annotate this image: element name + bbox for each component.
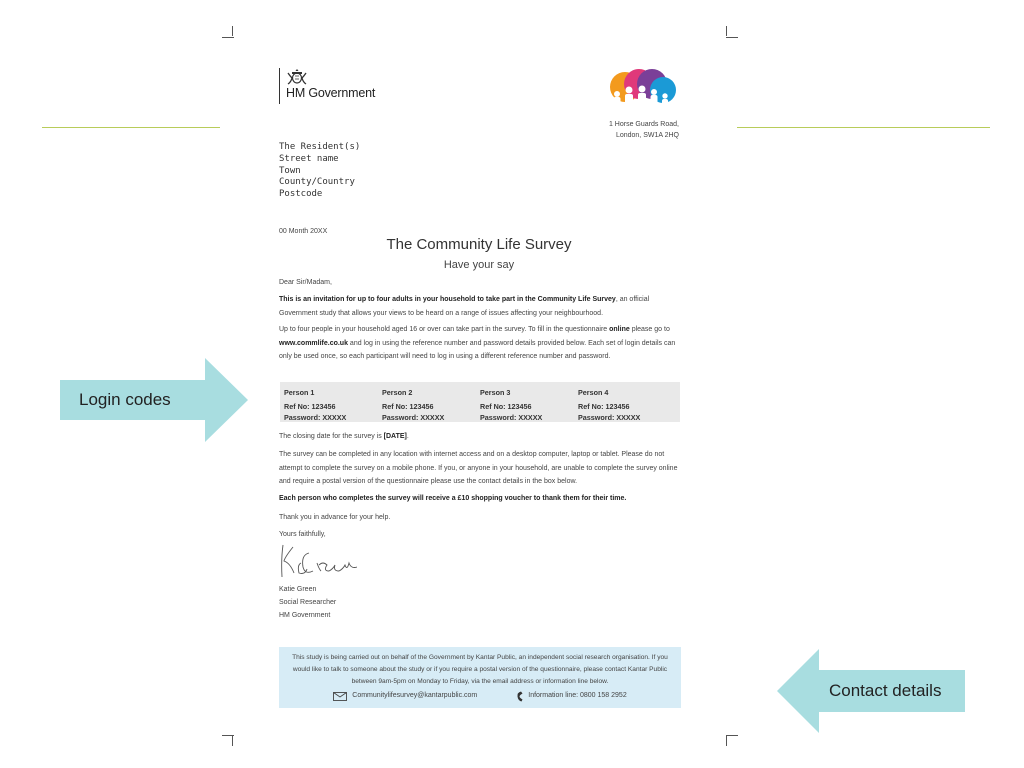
crop-mark-top-right xyxy=(726,28,738,38)
recipient-address xyxy=(279,142,360,201)
sender-org: HM Government xyxy=(286,86,376,100)
crop-mark-top-left xyxy=(222,28,234,38)
instructions-text: and log in using the reference number and password details provided below. Each set of login details can only be used once, so each participant will need to log in using a different reference number and password. xyxy=(279,339,676,360)
instructions-paragraph xyxy=(279,323,685,364)
contact-email-address: Communitylifesurvey@kantarpublic.com xyxy=(352,692,478,699)
person-label: Person 4 xyxy=(578,388,609,397)
hm-government-logo xyxy=(279,68,375,104)
closing-date xyxy=(279,430,685,444)
royal-crest-icon xyxy=(286,68,308,85)
password: Password: XXXXX xyxy=(578,413,641,422)
recipient-line: County/Country xyxy=(279,177,355,188)
phone-icon xyxy=(517,691,523,702)
ref-number: Ref No: 123456 xyxy=(284,401,336,411)
recipient-line: Town xyxy=(279,165,301,176)
ref-number: Ref No: 123456 xyxy=(382,401,434,411)
thanks-line: Thank you in advance for your help. xyxy=(279,514,391,521)
ref-number: Ref No: 123456 xyxy=(578,401,630,411)
recipient-line: Street name xyxy=(279,153,339,164)
password: Password: XXXXX xyxy=(284,413,347,422)
crop-mark-bottom-right xyxy=(726,735,738,745)
online-emphasis: online xyxy=(609,326,630,333)
voucher-paragraph xyxy=(279,492,685,506)
login-code-person-1 xyxy=(284,387,382,422)
recipient-line: The Resident(s) xyxy=(279,142,361,152)
login-code-person-2 xyxy=(382,387,480,422)
voucher-text: Each person who completes the survey will receive a £10 shopping voucher to thank them for their time. xyxy=(279,495,627,502)
contact-phone-number: Information line: 0800 158 2952 xyxy=(528,692,627,699)
sender-address xyxy=(609,119,679,141)
contact-info-text: This study is being carried out on behalf of the Government by Kantar Public, an independent social research organisation. If you would like to talk to someone about the study or if you require a postal version of the questionnaire, please contact Kantar Public between 9am-5pm on Monday to Friday, via the email address or information line below. xyxy=(292,654,668,685)
instructions-text: please go to xyxy=(629,326,670,333)
person-label: Person 3 xyxy=(480,388,511,397)
signoff-line: Yours faithfully, xyxy=(279,531,326,538)
closing-date-value: [DATE] xyxy=(383,433,407,440)
password: Password: XXXXX xyxy=(382,413,445,422)
crop-mark-bottom-left xyxy=(222,735,234,745)
guide-line-right xyxy=(737,127,990,128)
person-label: Person 1 xyxy=(284,388,315,397)
sender-address-line: London, SW1A 2HQ xyxy=(615,132,679,139)
letter-title: The Community Life Survey xyxy=(386,236,572,253)
login-code-person-3 xyxy=(480,387,578,422)
intro-bold: This is an invitation for up to four adults in your household to take part in the Community Life Survey xyxy=(279,296,616,303)
login-codes-callout-label: Login codes xyxy=(79,390,171,409)
signer-block xyxy=(279,583,336,623)
contact-details-callout-label: Contact details xyxy=(829,681,942,700)
instructions-text: Up to four people in your household aged 16 or over can take part in the survey. To fill in the questionnaire xyxy=(279,326,610,333)
password: Password: XXXXX xyxy=(480,413,543,422)
closing-date-prefix: The closing date for the survey is xyxy=(279,433,384,440)
handwritten-signature xyxy=(279,543,357,579)
signer-name: Katie Green xyxy=(279,586,317,593)
letter-date: 00 Month 20XX xyxy=(279,228,328,235)
intro-rest: , an official Government study that allows your views to be heard on a range of issues affecting your neighbourhood. xyxy=(279,296,650,317)
salutation: Dear Sir/Madam, xyxy=(279,279,332,286)
contact-email[interactable] xyxy=(333,690,477,702)
login-codes-table xyxy=(280,382,680,422)
signer-role: Social Researcher xyxy=(279,599,337,607)
survey-letter xyxy=(279,60,681,710)
sender-address-line: 1 Horse Guards Road, xyxy=(608,121,679,128)
contact-details-box xyxy=(279,647,681,708)
community-life-logo xyxy=(602,67,680,109)
guide-line-left xyxy=(42,127,220,128)
signer-org: HM Government xyxy=(279,612,331,620)
survey-url[interactable]: www.commlife.co.uk xyxy=(279,339,348,347)
login-code-person-4 xyxy=(578,387,676,422)
recipient-line: Postcode xyxy=(279,189,323,200)
closing-date-suffix: . xyxy=(406,433,409,440)
letter-subtitle: Have your say xyxy=(443,259,515,271)
contact-phone[interactable] xyxy=(517,690,626,702)
envelope-icon xyxy=(333,692,347,701)
ref-number: Ref No: 123456 xyxy=(480,401,532,411)
intro-paragraph xyxy=(279,293,685,320)
completion-paragraph: The survey can be completed in any location with internet access and on a desktop computer, laptop or tablet. Please do not attempt to complete the survey on a mobile phone. If you, or anyone in your household, are unable to complete the survey online and require a postal version of the questionnaire please use the contact details in the box below. xyxy=(279,451,678,485)
person-label: Person 2 xyxy=(382,388,413,397)
